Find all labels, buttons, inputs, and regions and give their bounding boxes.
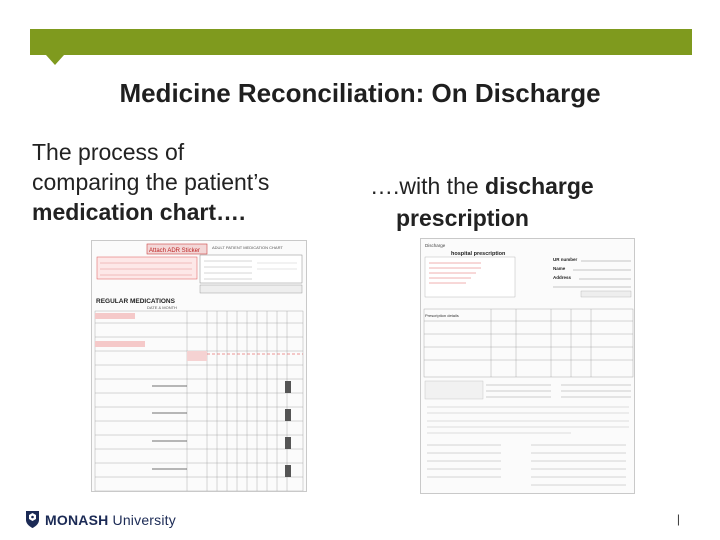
left-caption-line-2: comparing the patient’s (32, 169, 270, 195)
right-caption-line-2: prescription (396, 205, 529, 231)
chart-header-right: ADULT PATIENT MEDICATION CHART (212, 245, 283, 250)
chart-section-title: REGULAR MEDICATIONS (96, 298, 175, 305)
discharge-prescription-drawing (421, 239, 635, 494)
right-caption-bold: discharge (485, 173, 594, 199)
chart-header-left: Attach ADR Sticker (149, 248, 201, 254)
monash-shield-icon (25, 510, 40, 529)
rx-name-label: Name (553, 266, 566, 271)
left-caption-line-3: medication chart…. (32, 199, 246, 225)
monash-logo (25, 510, 176, 529)
rx-address-label: Address (553, 275, 572, 280)
slide-title: Medicine Reconciliation: On Discharge (119, 78, 601, 108)
page-number: | (676, 512, 680, 526)
rx-table-heading: Prescription details (425, 313, 459, 318)
monash-wordmark-rest: University (108, 511, 176, 528)
chart-subheader: DATE & MONTH (147, 305, 177, 310)
right-caption (370, 170, 594, 234)
left-caption (32, 137, 269, 227)
rx-header-mid: hospital prescription (451, 251, 506, 257)
left-caption-line-1: The process of (32, 139, 185, 165)
monash-wordmark (45, 512, 176, 528)
rx-urn-label: UR number (553, 257, 578, 262)
discharge-prescription-image (420, 238, 635, 494)
right-caption-line-1 (370, 170, 594, 202)
header-accent-notch (46, 55, 64, 65)
header-accent-bar (30, 29, 692, 55)
rx-header-left: Discharge (425, 243, 446, 248)
right-caption-prefix: ….with the (370, 173, 479, 199)
medication-chart-image (91, 240, 307, 492)
monash-wordmark-strong: MONASH (45, 511, 109, 528)
medication-chart-drawing (92, 241, 307, 492)
